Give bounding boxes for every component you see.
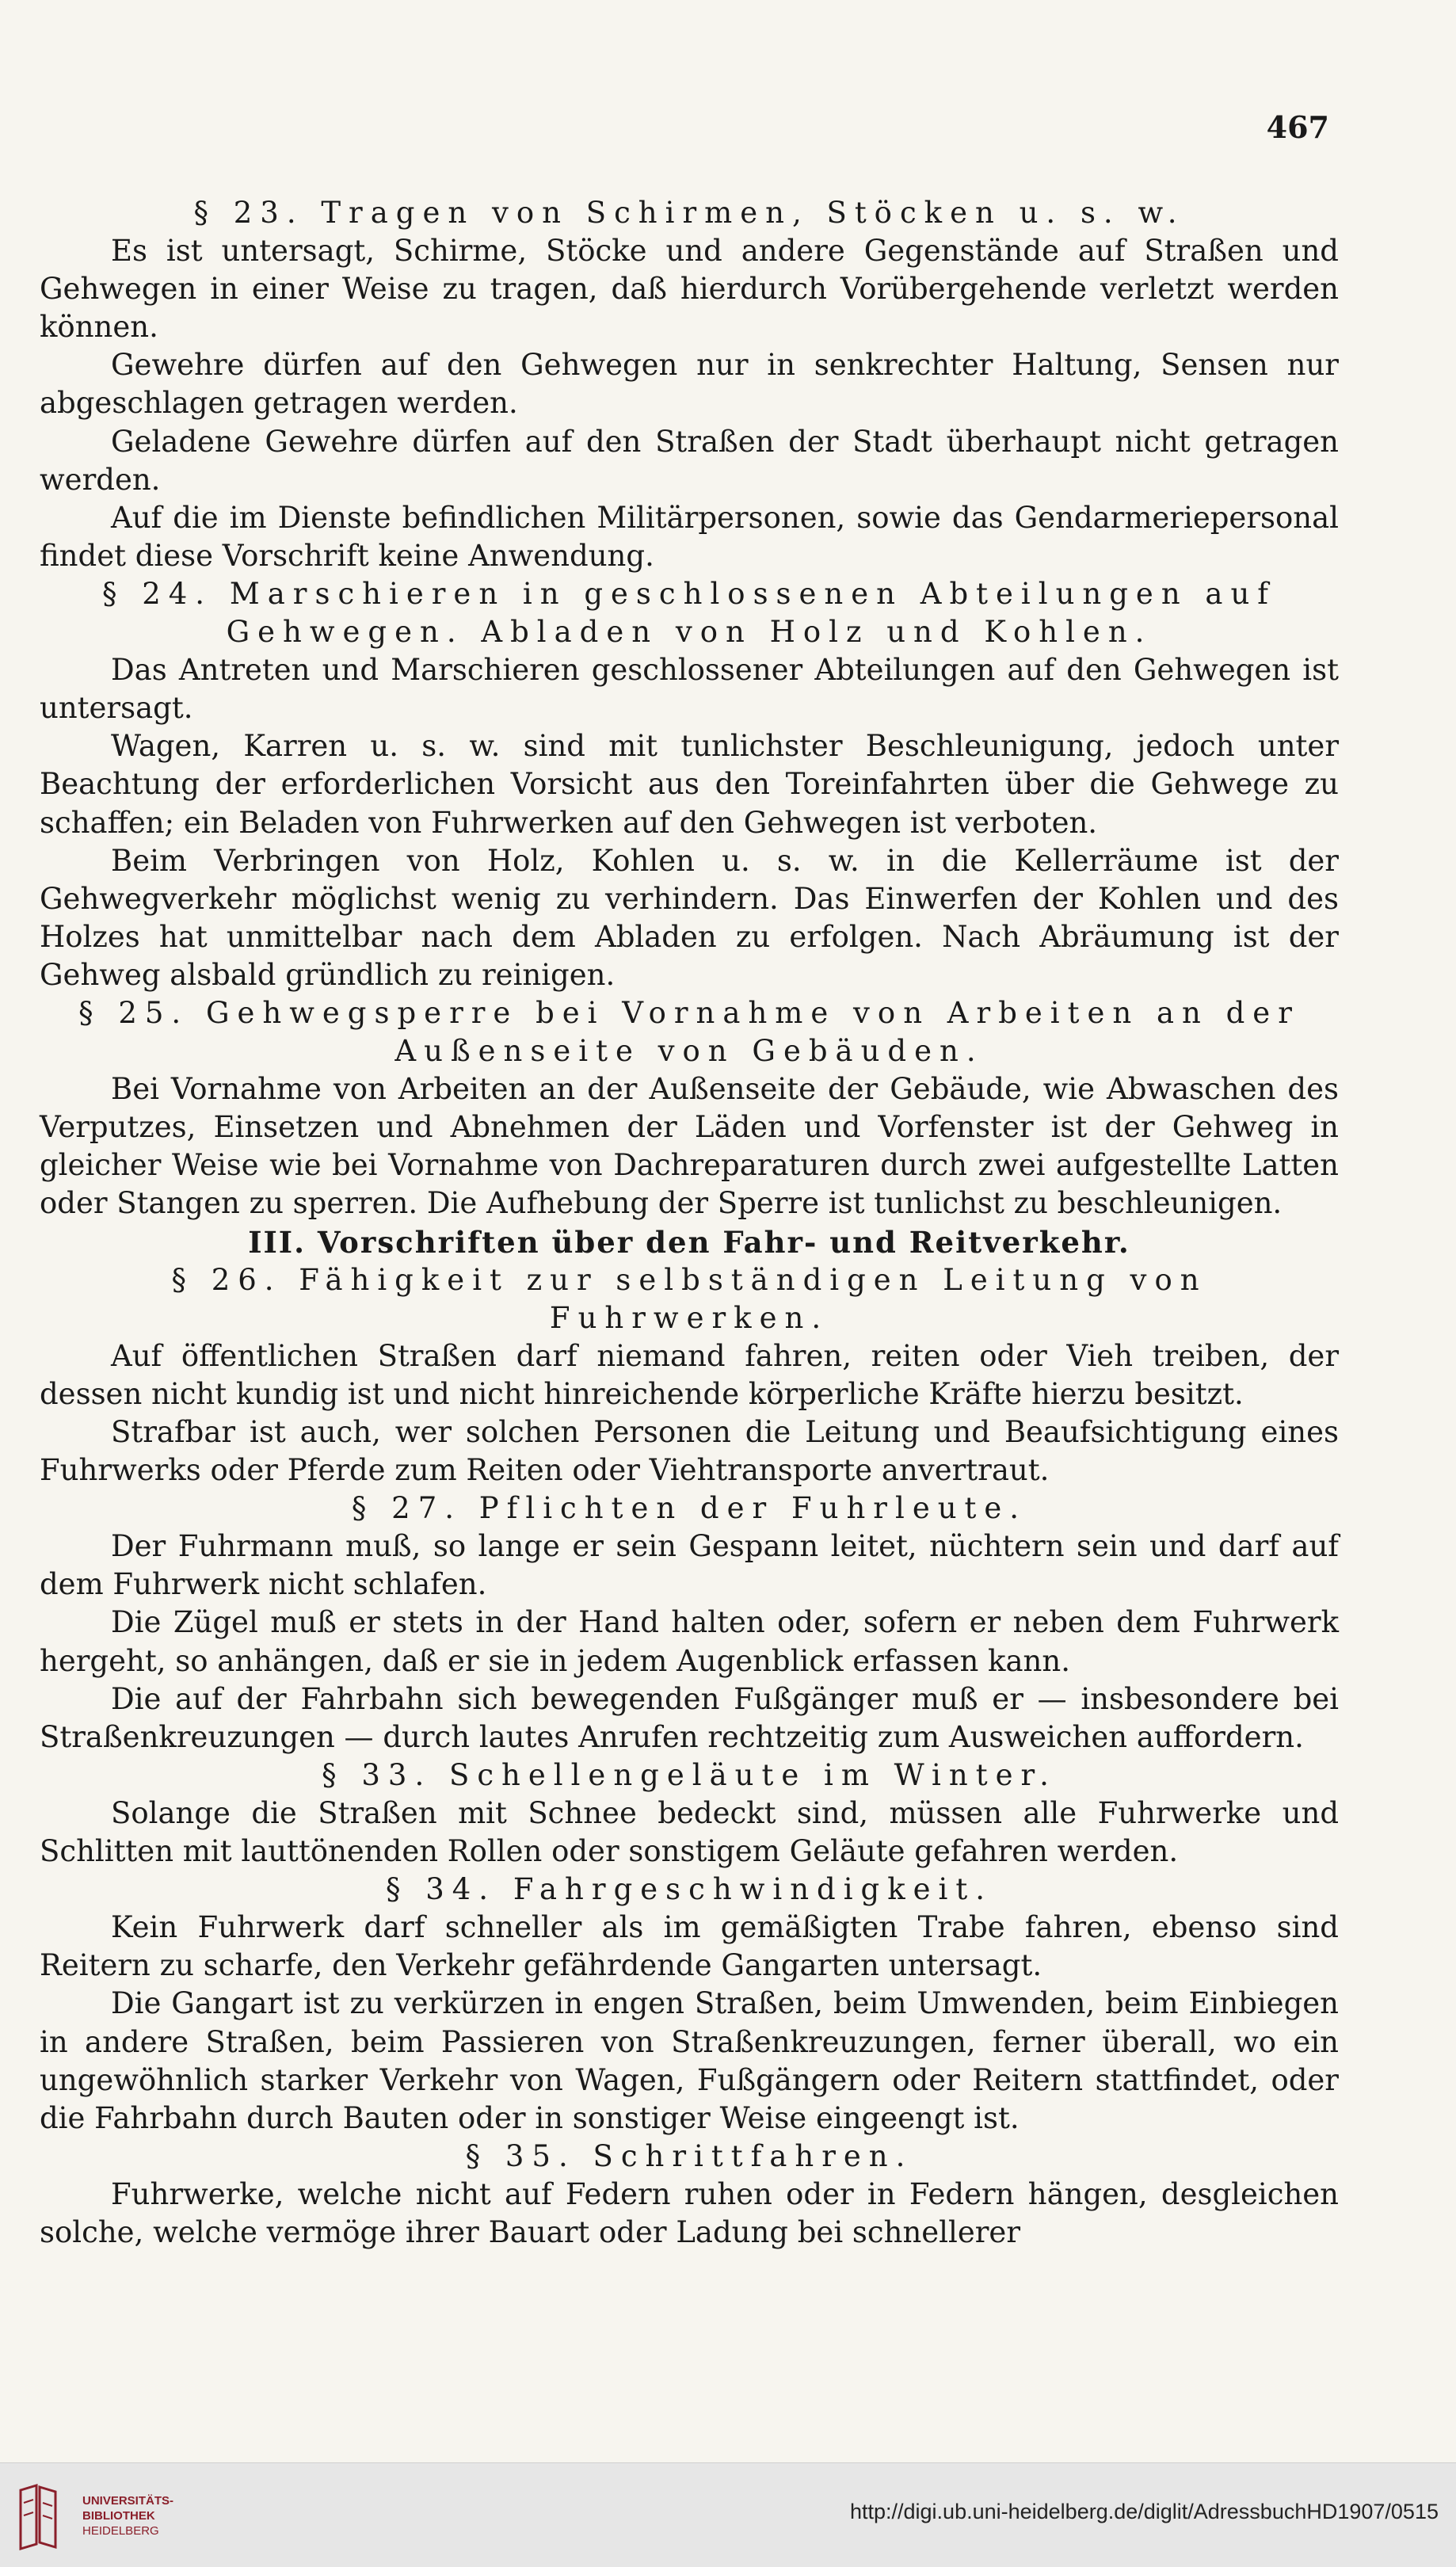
section-heading-35: § 35. Schrittfahren. bbox=[465, 2138, 913, 2173]
section-heading-23: § 23. Tragen von Schirmen, Stöcken u. s. w. bbox=[193, 196, 1185, 230]
section-heading-24: § 24. Marschieren in geschlossenen Abteilungen auf Gehwegen. Abladen von Holz und Kohlen. bbox=[101, 576, 1277, 650]
section-heading-27: § 27. Pflichten der Fuhrleute. bbox=[351, 1491, 1027, 1526]
paragraph: Wagen, Karren u. s. w. sind mit tunlichster Beschleunigung, jedoch unter Beachtung der erforderlichen Vorsicht aus den Toreinfahrten über die Gehwege zu schaffen; ein Beladen von Fuhrwerken auf den Gehwegen ist verboten. bbox=[40, 729, 1339, 840]
paragraph: Die Zügel muß er stets in der Hand halten oder, sofern er neben dem Fuhrwerk hergeht, so anhängen, daß er sie in jedem Augenblick erfassen kann. bbox=[40, 1605, 1339, 1678]
paragraph: Gewehre dürfen auf den Gehwegen nur in senkrechter Haltung, Sensen nur abgeschlagen getragen werden. bbox=[40, 348, 1339, 421]
page-text bbox=[40, 194, 1339, 2252]
source-url[interactable]: http://digi.ub.uni-heidelberg.de/diglit/AdressbuchHD1907/0515 bbox=[849, 2500, 1439, 2523]
library-logo-text bbox=[82, 2493, 173, 2538]
paragraph: Beim Verbringen von Holz, Kohlen u. s. w. in die Kellerräume ist der Gehwegverkehr möglichst wenig zu verhindern. Das Einwerfen der Kohlen und des Holzes hat unmittelbar nach dem Abladen zu erfolgen. Nach Abräumung ist der Gehweg alsbald gründlich zu reinigen. bbox=[40, 843, 1339, 992]
section-heading-33: § 33. Schellengeläute im Winter. bbox=[322, 1757, 1057, 1792]
paragraph: Das Antreten und Marschieren geschlossener Abteilungen auf den Gehwegen ist untersagt. bbox=[40, 653, 1339, 726]
paragraph: Die Gangart ist zu verkürzen in engen Straßen, beim Umwenden, beim Einbiegen in andere Straßen, beim Passieren von Straßenkreuzungen, ferner überall, wo ein ungewöhnlich starker Verkehr von Wagen, Fußgängern oder Reitern stattfindet, oder die Fahrbahn durch Bauten oder in sonstiger Weise eingeengt ist. bbox=[40, 1986, 1339, 2135]
paragraph: Auf öffentlichen Straßen darf niemand fahren, reiten oder Vieh treiben, der dessen nicht kundig ist und nicht hinreichende körperliche Kräfte hierzu besitzt. bbox=[40, 1338, 1339, 1411]
chapter-heading: III. Vorschriften über den Fahr- und Reitverkehr. bbox=[248, 1224, 1130, 1260]
paragraph: Auf die im Dienste befindlichen Militärpersonen, sowie das Gendarmeriepersonal findet diese Vorschrift keine Anwendung. bbox=[40, 500, 1339, 573]
paragraph: Strafbar ist auch, wer solchen Personen die Leitung und Beaufsichtigung eines Fuhrwerks oder Pferde zum Reiten oder Viehtransporte anvertraut. bbox=[40, 1415, 1339, 1488]
paragraph: Der Fuhrmann muß, so lange er sein Gespann leitet, nüchtern sein und darf auf dem Fuhrwerk nicht schlafen. bbox=[40, 1529, 1339, 1602]
section-heading-25: § 25. Gehwegsperre bei Vornahme von Arbeiten an der Außenseite von Gebäuden. bbox=[78, 995, 1300, 1069]
logo-line: BIBLIOTHEK bbox=[82, 2509, 155, 2523]
paragraph: Fuhrwerke, welche nicht auf Federn ruhen oder in Federn hängen, desgleichen solche, welche vermöge ihrer Bauart oder Ladung bei schnellerer bbox=[40, 2176, 1339, 2249]
logo-line: UNIVERSITÄTS- bbox=[82, 2494, 174, 2508]
library-logo[interactable] bbox=[16, 2481, 222, 2552]
university-library-logo-icon bbox=[16, 2482, 71, 2550]
page-number: 467 bbox=[1266, 109, 1329, 145]
paragraph: Kein Fuhrwerk darf schneller als im gemäßigten Trabe fahren, ebenso sind Reitern zu scharfe, den Verkehr gefährdende Gangarten untersagt. bbox=[40, 1910, 1339, 1983]
paragraph: Bei Vornahme von Arbeiten an der Außenseite der Gebäude, wie Abwaschen des Verputzes, Einsetzen und Abnehmen der Läden und Vorfenster ist der Gehweg in gleicher Weise wie bei Vornahme von Dachreparaturen durch zwei aufgestellte Latten oder Stangen zu sperren. Die Aufhebung der Sperre ist tunlichst zu beschleunigen. bbox=[40, 1072, 1339, 1221]
section-heading-34: § 34. Fahrgeschwindigkeit. bbox=[385, 1872, 993, 1907]
paragraph: Geladene Gewehre dürfen auf den Straßen der Stadt überhaupt nicht getragen werden. bbox=[40, 424, 1339, 497]
footer-bar bbox=[0, 2462, 1456, 2567]
paragraph: Solange die Straßen mit Schnee bedeckt sind, müssen alle Fuhrwerke und Schlitten mit lauttönenden Rollen oder sonstigem Geläute gefahren werden. bbox=[40, 1795, 1339, 1869]
logo-line: HEIDELBERG bbox=[82, 2524, 159, 2538]
paragraph: Die auf der Fahrbahn sich bewegenden Fußgänger muß er — insbesondere bei Straßenkreuzungen — durch lautes Anrufen rechtzeitig zum Ausweichen auffordern. bbox=[40, 1681, 1339, 1754]
section-heading-26: § 26. Fähigkeit zur selbständigen Leitung von Fuhrwerken. bbox=[171, 1262, 1207, 1335]
paragraph: Es ist untersagt, Schirme, Stöcke und andere Gegenstände auf Straßen und Gehwegen in einer Weise zu tragen, daß hierdurch Vorübergehende verletzt werden können. bbox=[40, 234, 1339, 345]
